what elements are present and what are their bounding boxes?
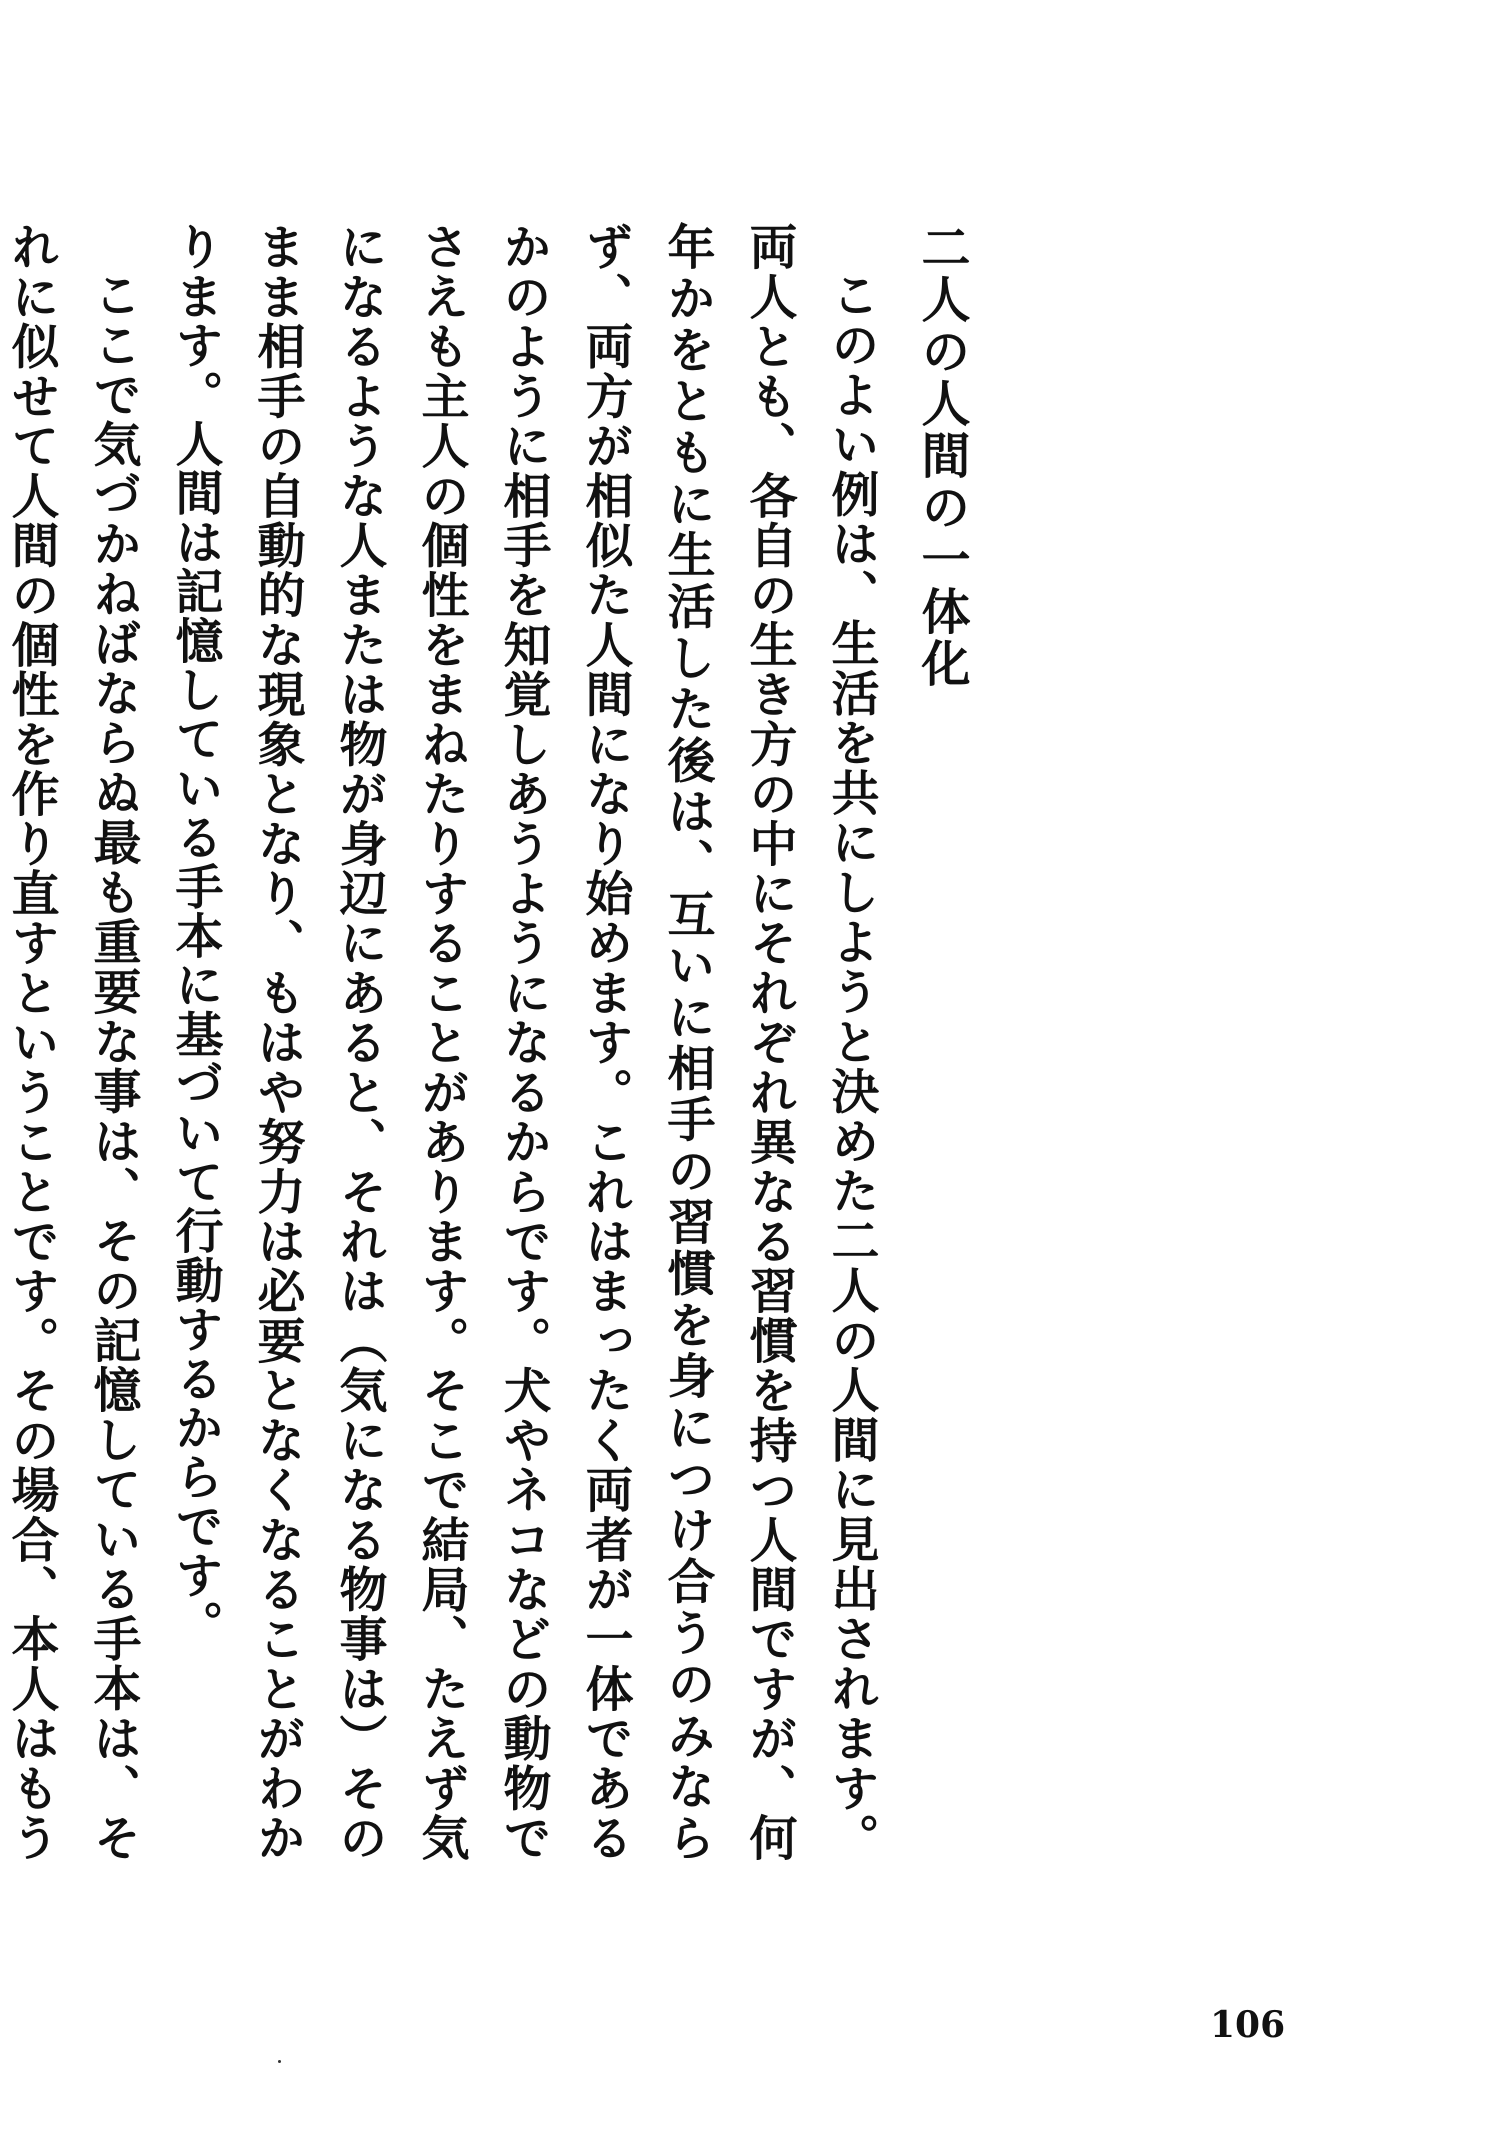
scan-speck [278, 2060, 281, 2063]
page-number: 106 [1210, 2004, 1286, 2046]
vertical-text-block [0, 222, 984, 1862]
paragraph-2: ここで気づかねばならぬ最も重要な事は、その記憶している手本は、それに似せて人間の個性を作り直すということです。その場合、本人はもう [3, 222, 141, 1862]
paragraph-1: このよい例は、生活を共にしようと決めた二人の人間に見出されます。両人とも、各自の生き方の中にそれぞれ異なる習慣を持つ人間ですが、何年かをともに生活した後は、互いに相手の習慣を身につけ合うのみならず、両方が相似た人間になり始めます。これはまったく両者が一体であるかのように相手を知覚しあうようになるからです。犬やネコなどの動物でさえも主人の個性をまねたりすることがあります。そこで結局、たえず気になるような人または物が身辺にあると、それは（気になる物事は）そのまま相手の自動的な現象となり、もはや努力は必要となくなることがわかります。人間は記憶している手本に基づいて行動するからです。 [167, 222, 879, 1862]
section-heading: 二人の人間の一体化 [914, 222, 972, 690]
